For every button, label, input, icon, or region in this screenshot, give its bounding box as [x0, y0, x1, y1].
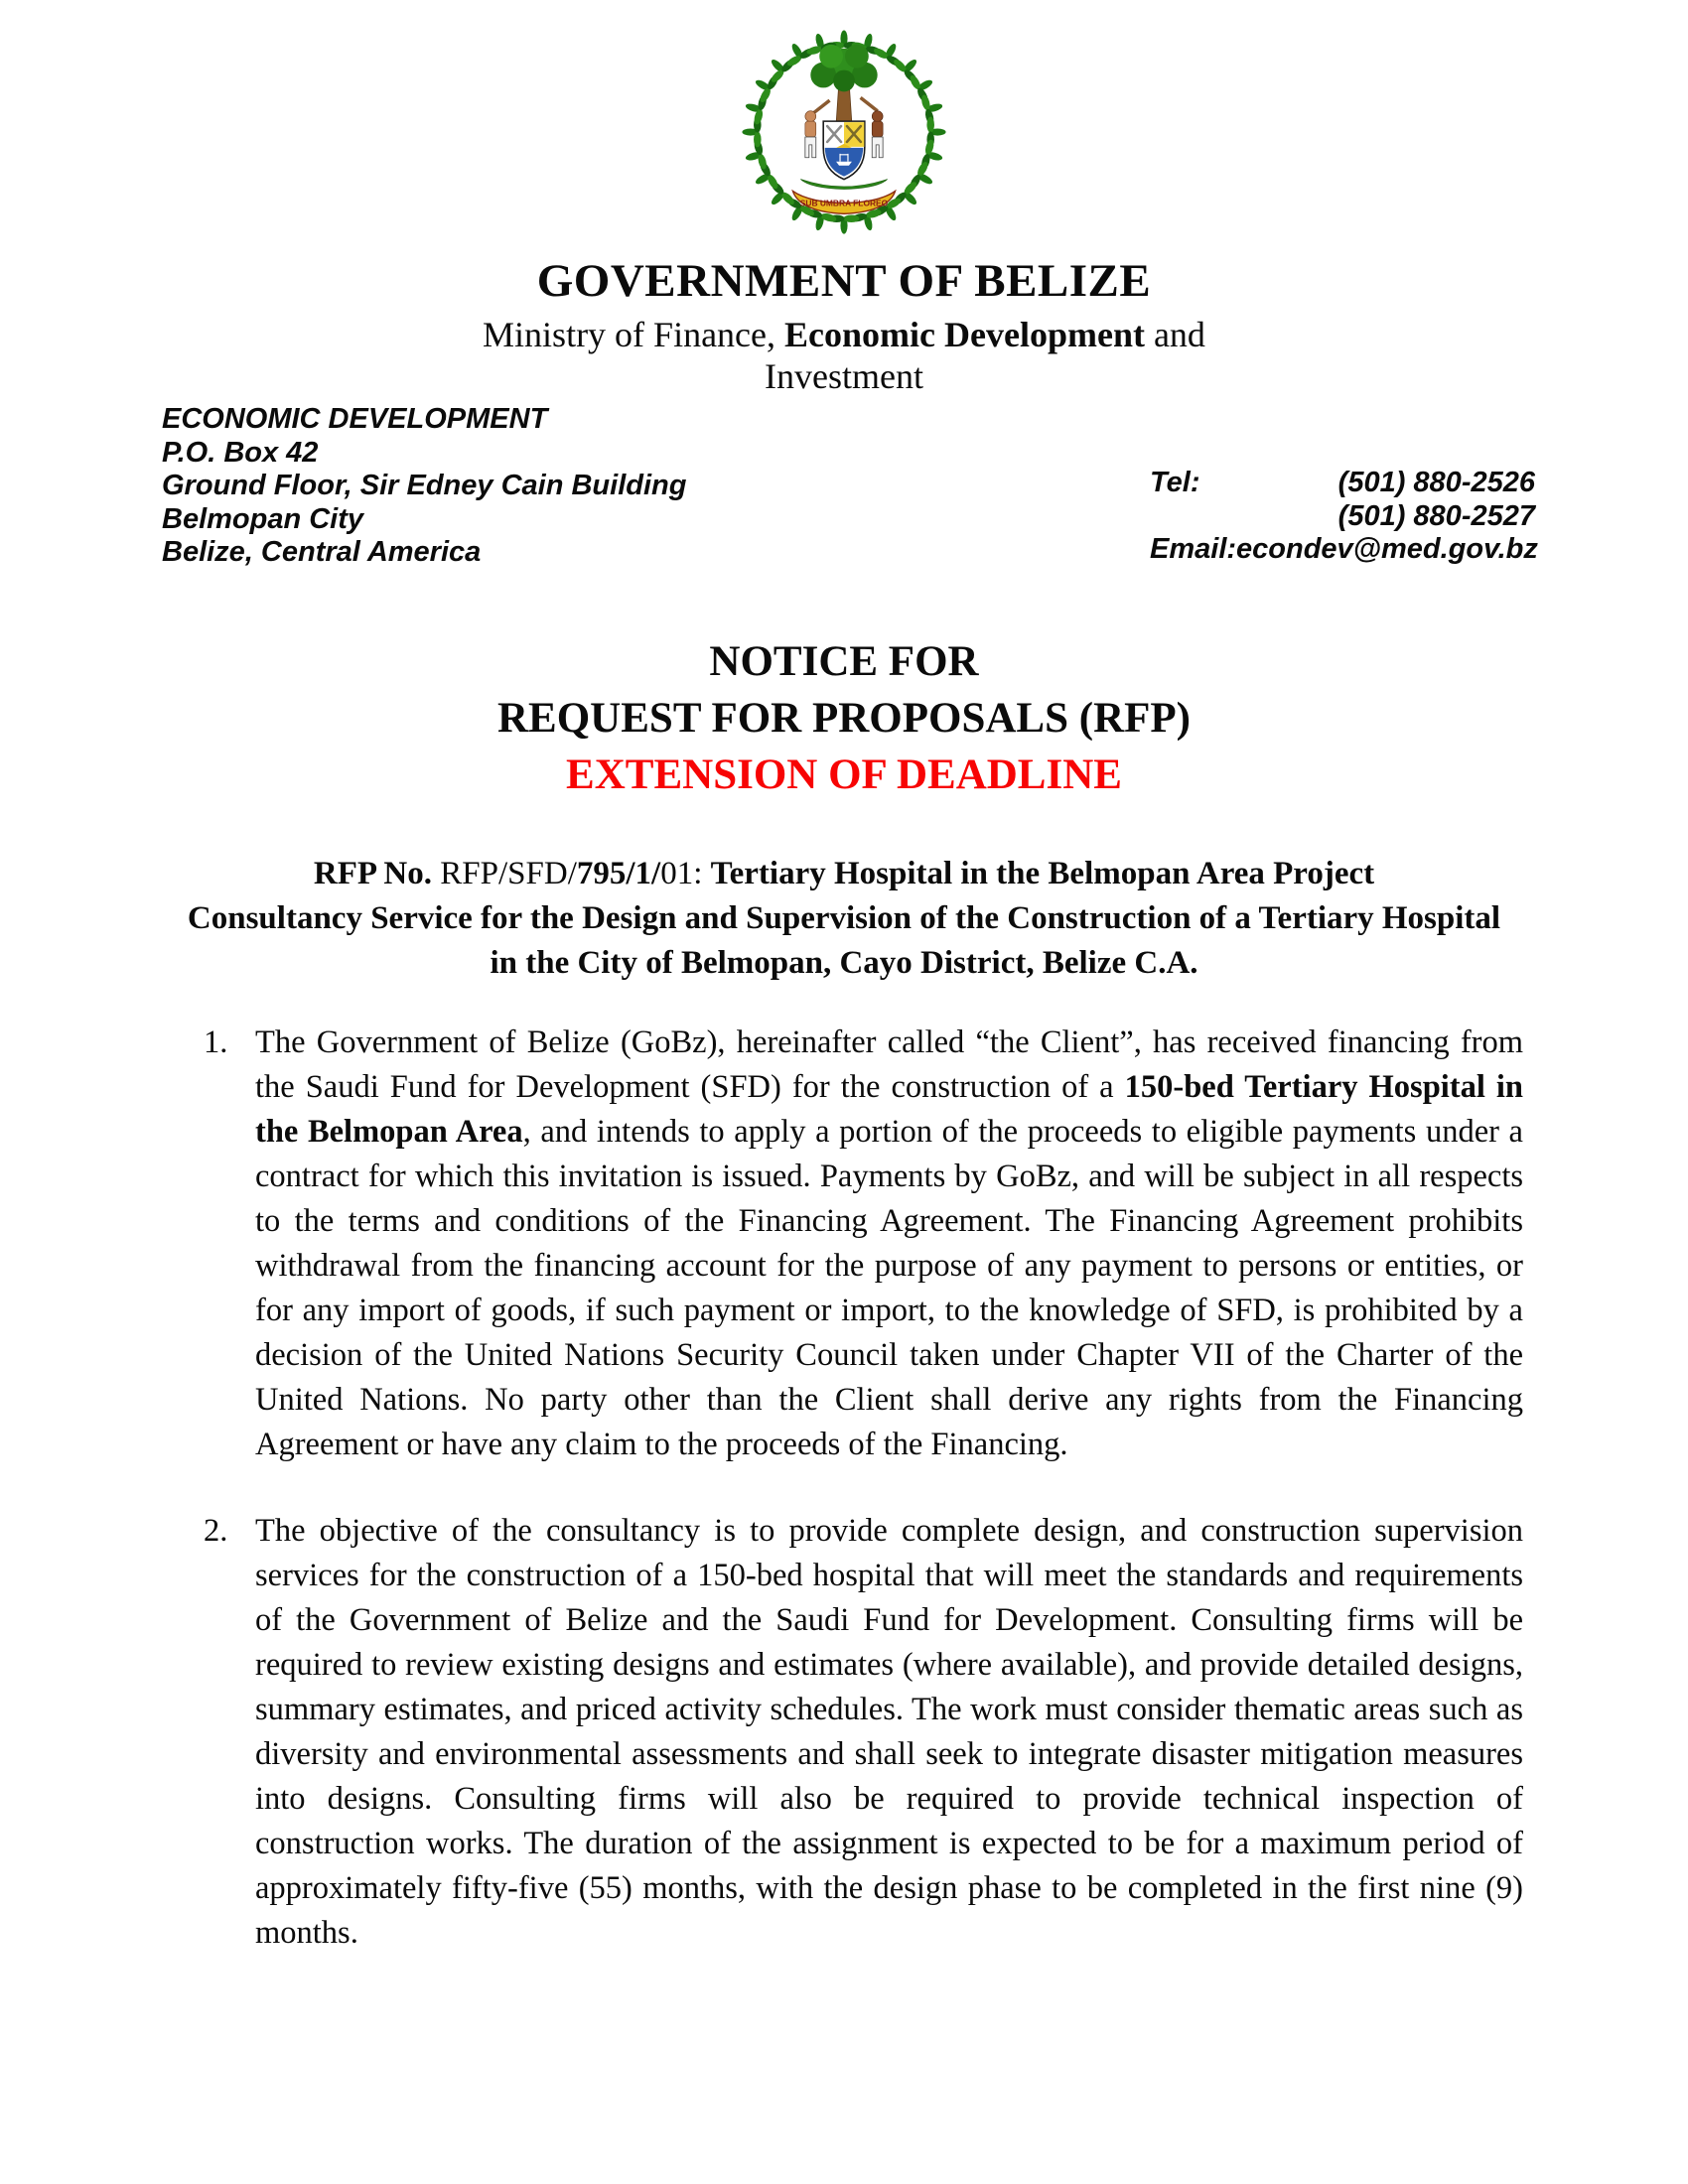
- body-paragraph-list: [204, 1021, 1524, 1956]
- rfp-heading-line-3: in the City of Belmopan, Cayo District, Belize C.A.: [490, 945, 1198, 981]
- tel-row: [1150, 467, 1535, 500]
- rfp-heading-line-2: Consultancy Service for the Design and Supervision of the Construction of a Tertiary Hospital: [187, 900, 1501, 936]
- contact-block: [1150, 467, 1538, 567]
- ministry-line-1: Ministry of Finance, Economic Development and: [483, 315, 1205, 354]
- notice-title-line-1: NOTICE FOR: [709, 638, 979, 685]
- tel-number-2: (501) 880-2527: [1337, 499, 1535, 532]
- address-block: [162, 403, 686, 570]
- list-item-1-number: 1.: [204, 1024, 228, 1060]
- address-line-po-box: P.O. Box 42: [162, 436, 319, 469]
- ministry-block: [0, 314, 1688, 397]
- tel-number-1: (501) 880-2526: [1337, 467, 1535, 498]
- org-title: GOVERNMENT OF BELIZE: [536, 255, 1152, 307]
- crest-motto-text: SUB UMBRA FLOREO: [799, 198, 889, 208]
- list-item-2-text: The objective of the consultancy is to provide complete design, and construction supervision services for the construction of a 150-bed hospital that will meet the standards and requirements of the Government of Belize and the Saudi Fund for Development. Consulting firms will be required to review existing designs and estimates (where available), and provide detailed designs, summary estimates, and priced activity schedules. The work must consider thematic areas such as diversity and environmental assessments and shall seek to integrate disaster mitigation measures into designs. Consulting firms will also be required to provide technical inspection of construction works. The duration of the assignment is expected to be for a maximum period of approximately fifty-five (55) months, with the design phase to be completed in the first nine (9) months.: [255, 1513, 1523, 1951]
- list-item-2: [204, 1509, 1524, 1956]
- address-line-city: Belmopan City: [162, 502, 364, 535]
- tel-label: Tel:: [1150, 467, 1200, 498]
- rfp-heading: [60, 852, 1628, 986]
- list-item-1-text: The Government of Belize (GoBz), hereinafter called “the Client”, has received financing from the Saudi Fund for Development (SFD) for the construction of a 150-bed Tertiary Hospital in the Belmopan Area, and intends to apply a portion of the proceeds to eligible payments under a contract for which this invitation is issued. Payments by GoBz, and will be subject in all respects to the terms and conditions of the Financing Agreement. The Financing Agreement prohibits withdrawal from the financing account for the purpose of any payment to persons or entities, or for any import of goods, if such payment or import, to the knowledge of SFD, is prohibited by a decision of the United Nations Security Council taken under Chapter VII of the Charter of the United Nations. No party other than the Client shall derive any rights from the Financing Agreement or have any claim to the proceeds of the Financing.: [255, 1024, 1524, 1462]
- list-item-1: [204, 1021, 1524, 1467]
- ministry-line-2: Investment: [765, 356, 923, 396]
- address-line-department: ECONOMIC DEVELOPMENT: [162, 403, 548, 435]
- notice-title-line-3-extension: EXTENSION OF DEADLINE: [566, 751, 1122, 798]
- email-line: Email:econdev@med.gov.bz: [1150, 533, 1538, 565]
- address-line-country: Belize, Central America: [162, 536, 482, 568]
- address-line-building: Ground Floor, Sir Edney Cain Building: [162, 470, 687, 501]
- rfp-heading-line-1: RFP No. RFP/SFD/795/1/01: Tertiary Hospital in the Belmopan Area Project: [313, 856, 1375, 891]
- belize-coat-of-arms-icon: [726, 26, 962, 242]
- list-item-2-number: 2.: [204, 1513, 228, 1549]
- notice-title: [0, 633, 1688, 803]
- crest-tree: [810, 45, 877, 124]
- notice-title-line-2: REQUEST FOR PROPOSALS (RFP): [496, 695, 1191, 742]
- crest-shield: [823, 121, 865, 179]
